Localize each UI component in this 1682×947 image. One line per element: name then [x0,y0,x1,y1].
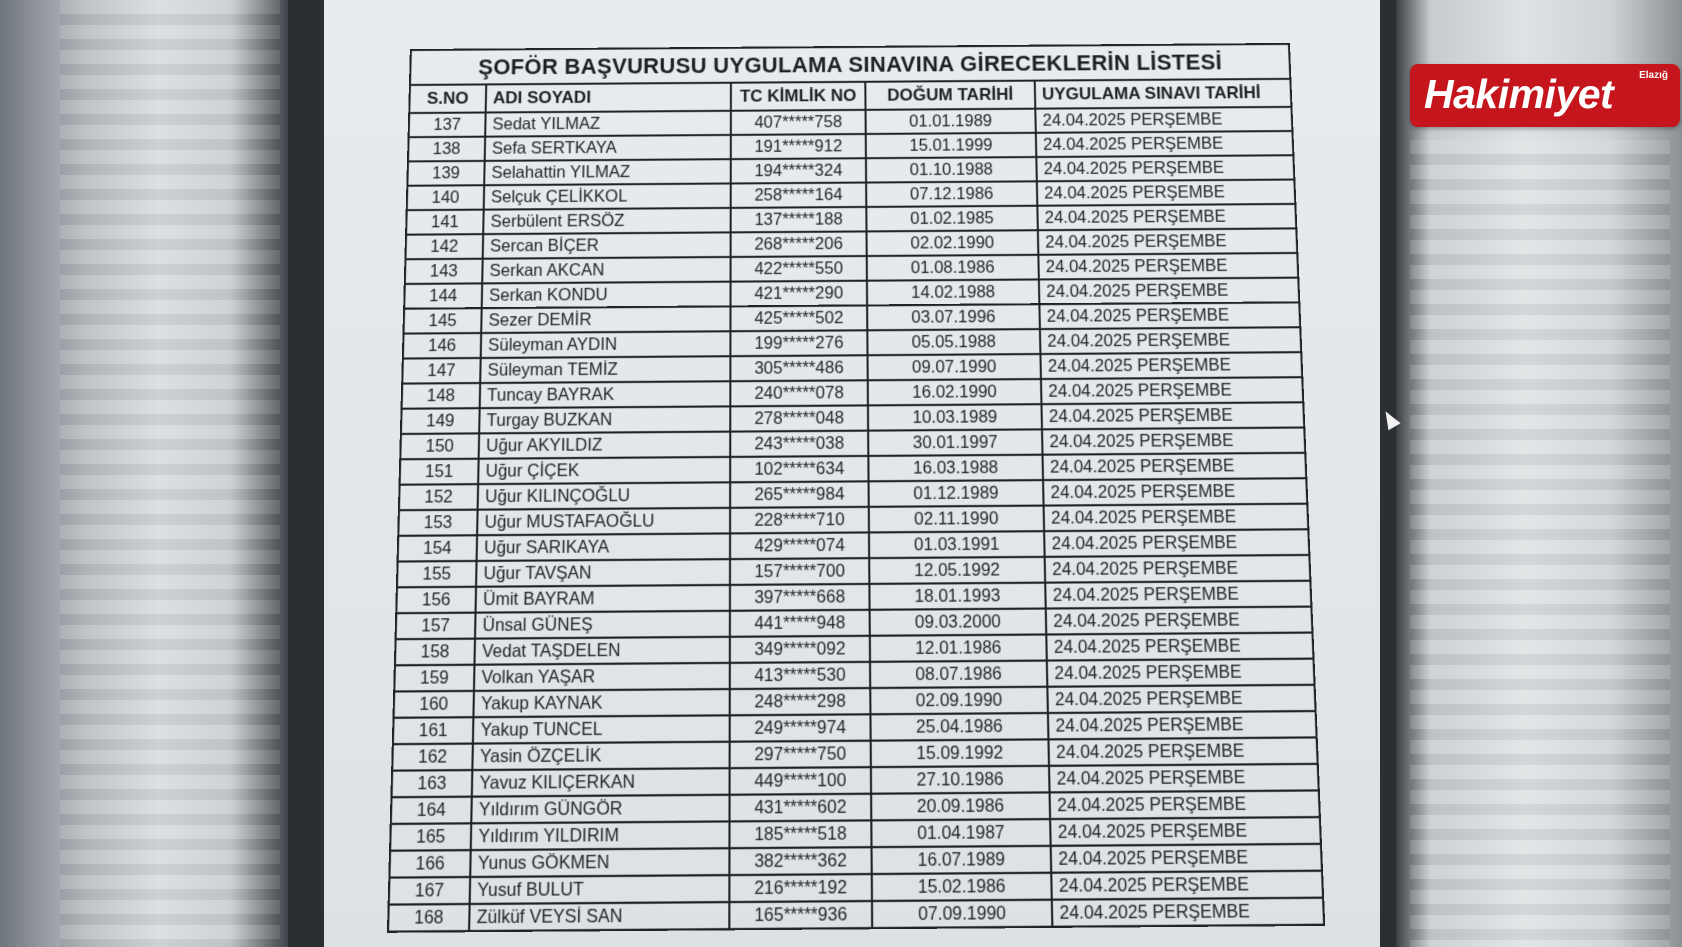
cell-exam-date: 24.04.2025 PERŞEMBE [1038,253,1298,279]
cell-tc: 191*****912 [731,134,866,159]
header-name: ADI SOYADI [486,83,731,113]
cell-sno: 147 [402,358,480,384]
cell-name: Volkan YAŞAR [474,663,730,691]
cell-exam-date: 24.04.2025 PERŞEMBE [1038,228,1297,254]
cell-sno: 168 [388,904,470,932]
cell-sno: 144 [404,283,482,308]
cell-name: Turgay BUZKAN [479,406,730,433]
cell-name: Sefa SERTKAYA [485,135,731,161]
cell-exam-date: 24.04.2025 PERŞEMBE [1044,529,1309,557]
cell-sno: 141 [406,210,484,235]
cell-birth-date: 16.07.1989 [872,846,1052,874]
cell-sno: 158 [395,639,475,666]
cell-tc: 407*****758 [731,110,866,135]
cell-sno: 139 [407,161,484,186]
cell-name: Süleyman TEMİZ [480,356,730,383]
cell-exam-date: 24.04.2025 PERŞEMBE [1047,685,1315,713]
cell-birth-date: 20.09.1986 [871,792,1050,820]
cell-tc: 137*****188 [731,207,867,232]
cell-name: Serkan KONDU [482,282,731,309]
header-tc: TC KİMLİK NO [731,82,866,111]
cell-tc: 185*****518 [729,820,871,848]
cell-tc: 297*****750 [730,741,871,769]
cell-name: Yakup TUNCEL [473,715,730,743]
cell-birth-date: 03.07.1996 [867,304,1040,330]
cell-exam-date: 24.04.2025 PERŞEMBE [1039,278,1299,305]
cell-tc: 258*****164 [731,183,867,208]
header-sno: S.NO [409,84,486,113]
cell-name: Tuncay BAYRAK [480,381,731,408]
cell-birth-date: 27.10.1986 [871,766,1050,794]
cell-sno: 164 [391,797,472,824]
background-left-stripes [60,0,280,947]
header-birth-date: DOĞUM TARİHİ [865,81,1035,110]
cell-tc: 248*****298 [730,688,871,715]
cell-name: Serkan AKCAN [482,257,730,283]
cell-exam-date: 24.04.2025 PERŞEMBE [1046,607,1313,635]
cell-tc: 157*****700 [730,558,869,585]
cell-sno: 150 [400,433,479,459]
cell-birth-date: 07.12.1986 [866,181,1037,207]
cell-name: Sezer DEMİR [481,306,730,333]
cell-name: Uğur ÇİÇEK [478,457,730,484]
cell-tc: 441*****948 [730,610,870,637]
cell-exam-date: 24.04.2025 PERŞEMBE [1051,844,1322,873]
cell-tc: 268*****206 [731,231,867,257]
cell-exam-date: 24.04.2025 PERŞEMBE [1043,478,1307,505]
cell-name: Yıldırım YILDIRIM [471,821,730,850]
cell-birth-date: 01.12.1989 [869,480,1044,507]
cell-birth-date: 16.02.1990 [868,379,1042,405]
cell-exam-date: 24.04.2025 PERŞEMBE [1045,581,1311,609]
cell-sno: 143 [405,259,483,284]
cell-sno: 162 [392,744,473,771]
cell-exam-date: 24.04.2025 PERŞEMBE [1040,352,1302,379]
cell-birth-date: 07.09.1990 [872,900,1052,928]
cell-exam-date: 24.04.2025 PERŞEMBE [1046,633,1313,661]
cell-exam-date: 24.04.2025 PERŞEMBE [1052,898,1324,927]
cell-tc: 216*****192 [729,874,872,902]
hakimiyet-logo [1410,64,1680,127]
cell-sno: 154 [398,535,477,561]
cell-name: Yakup KAYNAK [473,689,729,717]
cell-name: Uğur KILINÇOĞLU [478,482,731,509]
cell-birth-date: 12.01.1986 [870,634,1047,661]
cell-exam-date: 24.04.2025 PERŞEMBE [1035,107,1292,133]
cell-exam-date: 24.04.2025 PERŞEMBE [1037,204,1296,230]
cell-name: Vedat TAŞDELEN [474,637,729,665]
logo-subtext: Elazığ [1639,70,1668,81]
cell-birth-date: 25.04.1986 [870,713,1048,741]
cell-sno: 155 [397,561,477,587]
cell-sno: 153 [398,510,477,536]
cell-tc: 382*****362 [729,847,871,875]
cell-birth-date: 01.04.1987 [871,819,1050,847]
cell-sno: 163 [392,770,473,797]
cell-sno: 142 [405,234,483,259]
cell-tc: 397*****668 [730,584,870,611]
cell-exam-date: 24.04.2025 PERŞEMBE [1042,428,1305,455]
cell-sno: 151 [400,459,479,485]
cell-tc: 228*****710 [730,507,869,534]
cell-tc: 305*****486 [730,355,867,381]
cell-birth-date: 30.01.1997 [868,429,1042,456]
cell-tc: 249*****974 [730,714,871,741]
cell-tc: 240*****078 [730,380,868,406]
cell-exam-date: 24.04.2025 PERŞEMBE [1041,377,1303,404]
cell-name: Ünsal GÜNEŞ [475,611,730,639]
cell-exam-date: 24.04.2025 PERŞEMBE [1049,764,1319,793]
cell-name: Yunus GÖKMEN [470,848,729,877]
cell-sno: 161 [393,717,474,744]
cell-sno: 165 [390,823,471,850]
cell-birth-date: 01.10.1988 [866,157,1037,183]
cell-name: Zülküf VEYSİ SAN [469,902,729,931]
cell-exam-date: 24.04.2025 PERŞEMBE [1050,817,1321,846]
cell-sno: 146 [403,333,481,359]
cell-sno: 160 [394,691,474,718]
cell-exam-date: 24.04.2025 PERŞEMBE [1048,711,1317,739]
logo-text: Hakimiyet [1424,71,1614,117]
cell-tc: 431*****602 [730,794,872,822]
cell-sno: 137 [409,112,486,137]
cell-sno: 166 [389,850,470,877]
cell-name: Uğur MUSTAFAOĞLU [477,508,730,535]
cell-tc: 265*****984 [730,481,869,507]
cell-sno: 159 [394,665,474,692]
cell-birth-date: 16.03.1988 [868,455,1043,482]
cell-birth-date: 01.08.1986 [867,255,1039,281]
cell-birth-date: 09.03.2000 [870,609,1047,636]
cell-name: Uğur AKYILDIZ [479,432,731,459]
cell-birth-date: 10.03.1989 [868,404,1042,430]
cell-birth-date: 09.07.1990 [868,354,1041,380]
cell-exam-date: 24.04.2025 PERŞEMBE [1041,402,1304,429]
cell-sno: 152 [399,484,478,510]
cell-exam-date: 24.04.2025 PERŞEMBE [1040,327,1301,354]
cell-name: Ümit BAYRAM [476,585,730,613]
cell-birth-date: 05.05.1988 [867,329,1040,355]
cell-name: Yusuf BULUT [470,875,730,904]
cell-exam-date: 24.04.2025 PERŞEMBE [1036,155,1294,181]
cell-name: Sercan BİÇER [483,232,731,258]
table-row [388,898,1324,932]
cell-exam-date: 24.04.2025 PERŞEMBE [1039,302,1300,329]
cell-exam-date: 24.04.2025 PERŞEMBE [1048,737,1317,765]
cell-tc: 165*****936 [729,901,872,929]
cell-tc: 194*****324 [731,158,866,183]
cell-tc: 425*****502 [730,305,867,331]
cell-name: Serbülent ERSÖZ [483,208,731,234]
cell-name: Uğur TAVŞAN [476,559,730,587]
cell-birth-date: 18.01.1993 [869,583,1045,610]
cell-name: Selahattin YILMAZ [484,159,731,185]
header-exam-date: UYGULAMA SINAVI TARİHİ [1035,79,1292,109]
cell-sno: 156 [396,587,476,613]
document-title: ŞOFÖR BAŞVURUSU UYGULAMA SINAVINA GİRECEKLERİN LİSTESİ [409,43,1291,84]
cell-tc: 278*****048 [730,405,868,431]
cell-birth-date: 01.03.1991 [869,531,1045,558]
cell-sno: 167 [389,877,470,905]
applicant-table [387,43,1325,933]
cell-birth-date: 02.11.1990 [869,506,1044,533]
cell-birth-date: 15.02.1986 [872,873,1052,901]
cell-sno: 140 [407,185,484,210]
cell-sno: 157 [396,613,476,640]
cell-exam-date: 24.04.2025 PERŞEMBE [1047,659,1315,687]
cell-name: Selçuk ÇELİKKOL [484,183,731,209]
cell-birth-date: 12.05.1992 [869,557,1045,584]
cell-exam-date: 24.04.2025 PERŞEMBE [1045,555,1311,583]
document-content [387,43,1325,929]
cell-birth-date: 08.07.1986 [870,661,1047,688]
cell-name: Uğur SARIKAYA [477,533,730,561]
cell-exam-date: 24.04.2025 PERŞEMBE [1044,504,1309,531]
cell-exam-date: 24.04.2025 PERŞEMBE [1043,453,1307,480]
cell-birth-date: 01.02.1985 [866,206,1038,232]
cell-name: Süleyman AYDIN [481,331,731,358]
cell-birth-date: 01.01.1989 [866,109,1036,134]
cell-tc: 243*****038 [730,431,868,457]
cell-sno: 149 [401,408,480,434]
cell-tc: 199*****276 [730,330,867,356]
cell-tc: 421*****290 [730,281,867,307]
cell-birth-date: 02.09.1990 [870,687,1048,715]
cell-tc: 429*****074 [730,532,869,559]
cell-tc: 413*****530 [730,662,870,689]
table-body [388,107,1324,932]
cell-name: Yıldırım GÜNGÖR [471,795,729,824]
cell-tc: 422*****550 [731,256,867,282]
cell-birth-date: 15.09.1992 [871,739,1049,767]
cell-tc: 449*****100 [730,767,872,795]
cell-sno: 148 [402,383,481,409]
cell-sno: 138 [408,137,485,162]
cell-birth-date: 14.02.1988 [867,279,1039,305]
cell-name: Yasin ÖZÇELİK [472,742,729,770]
cell-exam-date: 24.04.2025 PERŞEMBE [1036,131,1294,157]
cell-birth-date: 15.01.1999 [866,133,1037,158]
cell-tc: 349*****092 [730,636,870,663]
background-right-stripes [1410,140,1670,947]
cell-birth-date: 02.02.1990 [867,230,1039,256]
cell-exam-date: 24.04.2025 PERŞEMBE [1050,790,1320,819]
cell-exam-date: 24.04.2025 PERŞEMBE [1037,180,1296,206]
cell-tc: 102*****634 [730,456,868,482]
cell-exam-date: 24.04.2025 PERŞEMBE [1051,871,1323,900]
cell-sno: 145 [404,308,482,333]
cell-name: Sedat YILMAZ [485,111,731,137]
cell-name: Yavuz KILIÇERKAN [472,768,730,796]
